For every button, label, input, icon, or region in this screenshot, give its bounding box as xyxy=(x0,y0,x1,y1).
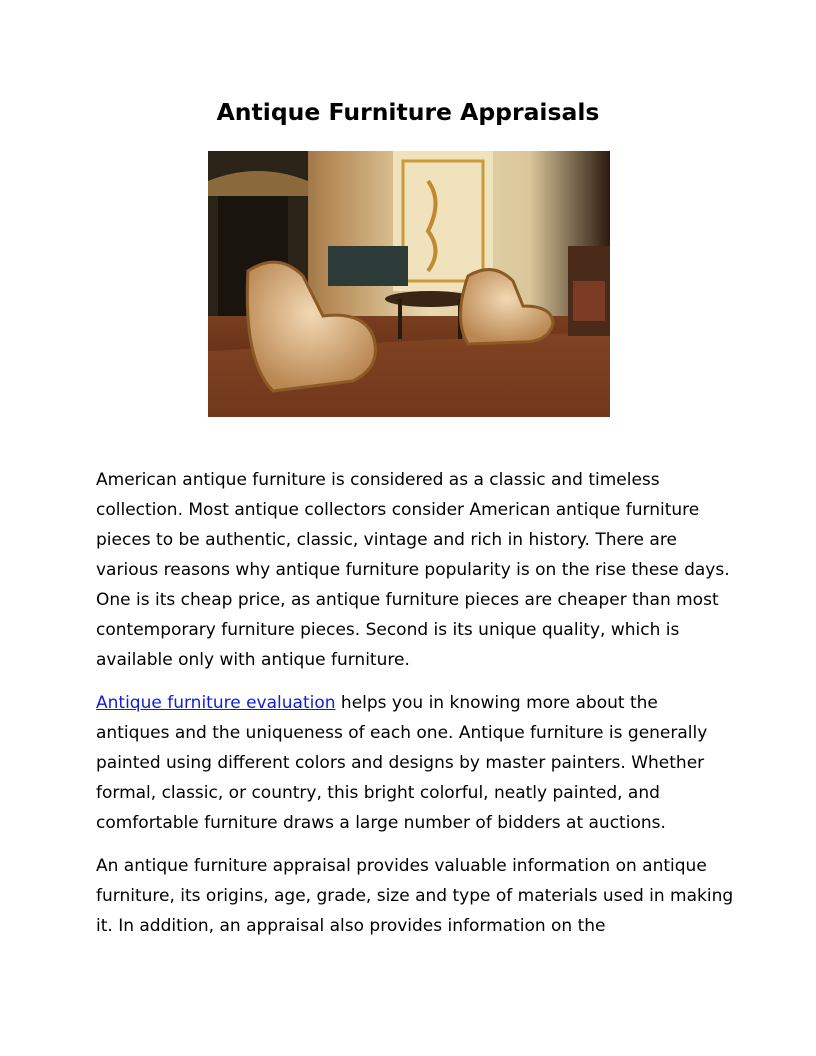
paragraph-2 xyxy=(96,688,736,838)
paragraph-2-text: helps you in knowing more about the antiques and the uniqueness of each one. Antique furniture is generally painted using different colors and designs by master painters. Whether formal, classic, or country, this bright colorful, neatly painted, and comfortable furniture draws a large number of bidders at auctions. xyxy=(96,693,708,833)
antique-room-photo xyxy=(208,151,610,417)
paragraph-3: An antique furniture appraisal provides valuable information on antique furniture, its origins, age, grade, size and type of materials used in making it. In addition, an appraisal also provides information on the xyxy=(96,856,734,936)
paragraph-1: American antique furniture is considered as a classic and timeless collection. Most antique collectors consider American antique furniture pieces to be authentic, classic, vintage and rich in history. There are various reasons why antique furniture popularity is on the rise these days. One is its cheap price, as antique furniture pieces are cheaper than most contemporary furniture pieces. Second is its unique quality, which is available only with antique furniture. xyxy=(96,470,730,670)
page-title: Antique Furniture Appraisals xyxy=(216,98,600,126)
antique-furniture-evaluation-link[interactable]: Antique furniture evaluation xyxy=(96,693,336,713)
